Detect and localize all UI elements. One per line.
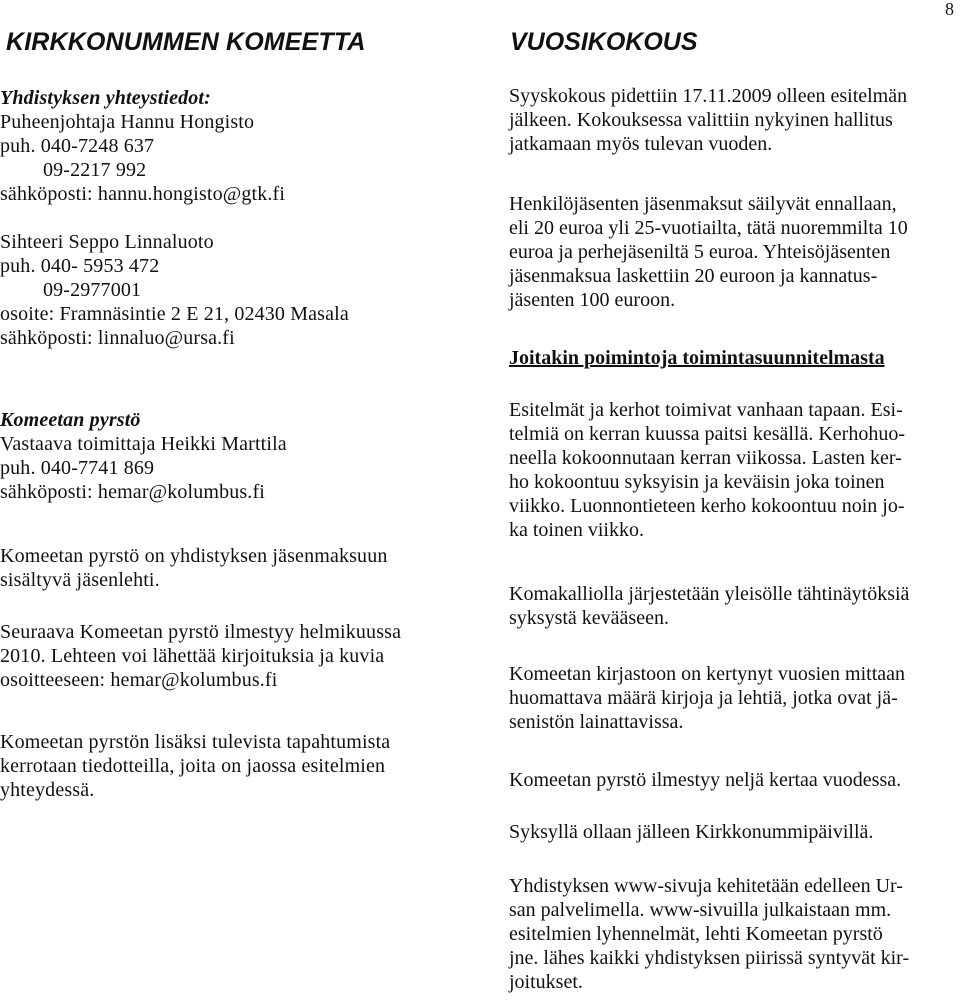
right-paragraph-6 bbox=[509, 768, 901, 792]
chairman-email: sähköposti: hannu.hongisto@gtk.fi bbox=[0, 183, 286, 205]
contacts-heading: Yhdistyksen yhteystiedot: bbox=[0, 87, 211, 109]
text-line: osoitteeseen: hemar@kolumbus.fi bbox=[0, 669, 278, 691]
text-line: yhteydessä. bbox=[0, 779, 95, 801]
text-line: Syyskokous pidettiin 17.11.2009 olleen esitelmän bbox=[509, 85, 908, 107]
text-line: Komeetan kirjastoon on kertynyt vuosien mittaan bbox=[509, 663, 906, 685]
text-line: huomattava määrä kirjoja ja lehtiä, jotka ovat jä- bbox=[509, 687, 898, 709]
right-paragraph-8 bbox=[509, 874, 909, 994]
secretary-address: osoite: Framnäsintie 2 E 21, 02430 Masala bbox=[0, 303, 349, 325]
contacts-block bbox=[0, 86, 285, 206]
text-line: san palvelimella. www-sivuilla julkaistaan mm. bbox=[509, 899, 892, 921]
text-line: Yhdistyksen www-sivuja kehitetään edelleen Ur- bbox=[509, 875, 903, 897]
text-line: jäsenten 100 euroon. bbox=[509, 289, 676, 311]
text-line: neella kokoonnutaan kerran viikossa. Lasten ker- bbox=[509, 447, 902, 469]
text-line: Komeetan pyrstön lisäksi tulevista tapahtumista bbox=[0, 731, 391, 753]
left-section-title: KIRKKONUMMEN KOMEETTA bbox=[6, 28, 366, 56]
plan-subheading: Joitakin poimintoja toimintasuunnitelmasta bbox=[509, 347, 885, 369]
pyrsto-email: sähköposti: hemar@kolumbus.fi bbox=[0, 481, 265, 503]
text-line: syksystä kevääseen. bbox=[509, 607, 669, 629]
left-paragraph-3 bbox=[0, 730, 390, 802]
pyrsto-block bbox=[0, 408, 287, 504]
pyrsto-editor: Vastaava toimittaja Heikki Marttila bbox=[0, 433, 287, 455]
secretary-phone-2: 09-2977001 bbox=[43, 279, 142, 301]
text-line: sisältyvä jäsenlehti. bbox=[0, 569, 160, 591]
chairman-phone: puh. 040-7248 637 bbox=[0, 135, 155, 157]
text-line: viikko. Luonnontieteen kerho kokoontuu noin jo- bbox=[509, 495, 905, 517]
text-line: jatkamaan myös tulevan vuoden. bbox=[509, 133, 773, 155]
right-section-title: VUOSIKOKOUS bbox=[510, 28, 698, 56]
left-paragraph-1 bbox=[0, 544, 388, 592]
text-line: Komakalliolla järjestetään yleisölle tähtinäytöksiä bbox=[509, 583, 910, 605]
right-paragraph-2 bbox=[509, 192, 908, 312]
right-paragraph-4 bbox=[509, 582, 909, 630]
text-line: Seuraava Komeetan pyrstö ilmestyy helmikuussa bbox=[0, 621, 402, 643]
text-line: jäsenmaksua laskettiin 20 euroon ja kannatus- bbox=[509, 265, 878, 287]
text-line: jälkeen. Kokouksessa valittiin nykyinen hallitus bbox=[509, 109, 893, 131]
right-paragraph-5 bbox=[509, 662, 905, 734]
text-line: Henkilöjäsenten jäsenmaksut säilyvät ennallaan, bbox=[509, 193, 897, 215]
chairman-name: Puheenjohtaja Hannu Hongisto bbox=[0, 111, 255, 133]
text-line: Syksyllä ollaan jälleen Kirkkonummipäivillä. bbox=[509, 821, 874, 843]
text-line: senistön lainattavissa. bbox=[509, 711, 684, 733]
page-number: 8 bbox=[945, 0, 954, 19]
pyrsto-heading: Komeetan pyrstö bbox=[0, 409, 141, 431]
text-line: telmiä on kerran kuussa paitsi kesällä. Kerhohuo- bbox=[509, 423, 905, 445]
right-paragraph-3 bbox=[509, 398, 905, 542]
text-line: euroa ja perhejäseniltä 5 euroa. Yhteisöjäsenten bbox=[509, 241, 891, 263]
pyrsto-phone: puh. 040-7741 869 bbox=[0, 457, 155, 479]
text-line: kerrotaan tiedotteilla, joita on jaossa esitelmien bbox=[0, 755, 386, 777]
right-paragraph-1 bbox=[509, 84, 907, 156]
secretary-phone: puh. 040- 5953 472 bbox=[0, 255, 160, 277]
secretary-name: Sihteeri Seppo Linnaluoto bbox=[0, 231, 214, 253]
text-line: eli 20 euroa yli 25-vuotiailta, tätä nuoremmilta 10 bbox=[509, 217, 908, 239]
secretary-block bbox=[0, 230, 349, 350]
text-line: joitukset. bbox=[509, 971, 583, 993]
text-line: 2010. Lehteen voi lähettää kirjoituksia ja kuvia bbox=[0, 645, 385, 667]
chairman-phone-2: 09-2217 992 bbox=[43, 159, 147, 181]
right-paragraph-7 bbox=[509, 820, 873, 844]
text-line: Komeetan pyrstö ilmestyy neljä kertaa vuodessa. bbox=[509, 769, 902, 791]
plan-subheading-block bbox=[509, 346, 885, 370]
secretary-email: sähköposti: linnaluo@ursa.fi bbox=[0, 327, 235, 349]
text-line: ho kokoontuu syksyisin ja keväisin joka toinen bbox=[509, 471, 885, 493]
text-line: esitelmien lyhennelmät, lehti Komeetan pyrstö bbox=[509, 923, 883, 945]
text-line: Esitelmät ja kerhot toimivat vanhaan tapaan. Esi- bbox=[509, 399, 903, 421]
text-line: jne. lähes kaikki yhdistyksen piirissä syntyvät kir- bbox=[509, 947, 910, 969]
left-paragraph-2 bbox=[0, 620, 401, 692]
text-line: Komeetan pyrstö on yhdistyksen jäsenmaksuun bbox=[0, 545, 388, 567]
text-line: ka toinen viikko. bbox=[509, 519, 644, 541]
